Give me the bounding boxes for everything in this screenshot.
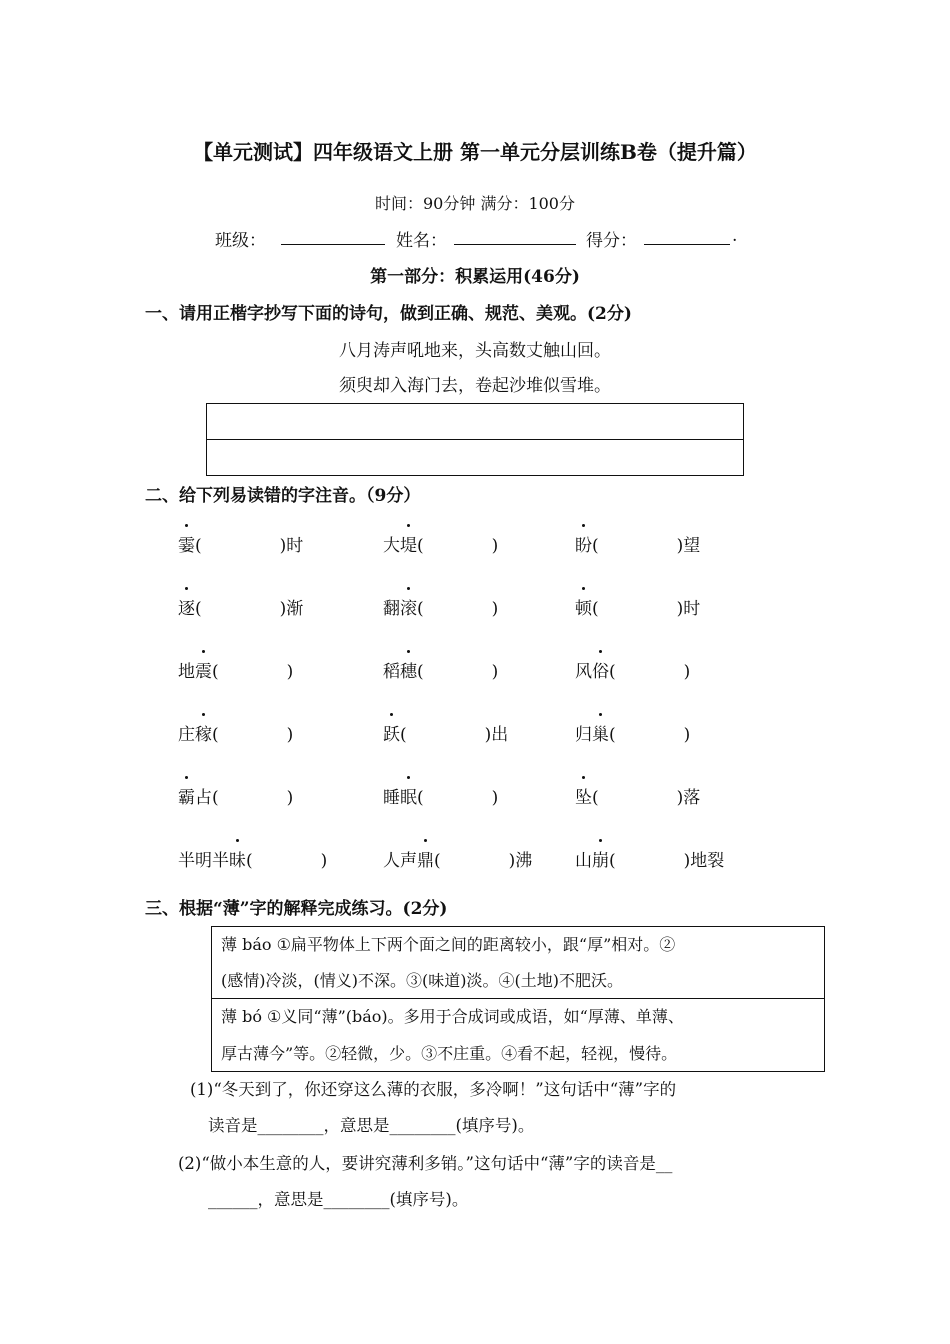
subquestion-1-line-1: (1)“冬天到了，你还穿这么薄的衣服，多冷啊！”这句话中“薄”字的 bbox=[190, 1080, 677, 1099]
q3-title: 三、根据“薄”字的解释完成练习。(2分) bbox=[145, 899, 448, 919]
subquestion-2-line-1: (2)“做小本生意的人，要讲究薄利多销。”这句话中“薄”字的读音是__ bbox=[178, 1154, 673, 1173]
pinyin-item[interactable]: 人声鼎( )沸 bbox=[383, 846, 532, 871]
class-field[interactable] bbox=[281, 230, 385, 245]
pinyin-item[interactable]: 地震( ) bbox=[178, 657, 293, 682]
pinyin-item[interactable]: 庄稼( ) bbox=[178, 720, 293, 745]
definition-bo-line-2: 厚古薄今”等。②轻微，少。③不庄重。④看不起，轻视，慢待。 bbox=[221, 1044, 678, 1063]
name-label: 姓名： bbox=[396, 231, 447, 251]
poem-line-1: 八月涛声吼地来，头高数丈触山回。 bbox=[339, 341, 611, 361]
copy-box-divider bbox=[207, 439, 743, 440]
copy-box[interactable] bbox=[206, 403, 744, 476]
pinyin-item[interactable]: 稻穗( ) bbox=[383, 657, 498, 682]
pinyin-item[interactable]: 霸占( ) bbox=[178, 783, 293, 808]
pinyin-item[interactable]: 山崩( )地裂 bbox=[575, 846, 724, 871]
pinyin-item[interactable]: 翻滚( ) bbox=[383, 594, 498, 619]
definition-bao-line-1: 薄 báo ①扁平物体上下两个面之间的距离较小，跟“厚”相对。② bbox=[221, 935, 676, 954]
exam-meta: 时间：90分钟 满分：100分 bbox=[375, 194, 575, 213]
name-field[interactable] bbox=[454, 230, 576, 245]
pinyin-item[interactable]: 坠( )落 bbox=[575, 783, 700, 808]
score-field[interactable] bbox=[644, 230, 730, 245]
score-end-mark: . bbox=[732, 226, 738, 246]
pinyin-item[interactable]: 霎( )时 bbox=[178, 531, 303, 556]
pinyin-item[interactable]: 逐( )渐 bbox=[178, 594, 303, 619]
definition-divider bbox=[212, 998, 824, 999]
pinyin-item[interactable]: 半明半昧( ) bbox=[178, 846, 327, 871]
pinyin-item[interactable]: 睡眠( ) bbox=[383, 783, 498, 808]
subquestion-1-line-2[interactable]: 读音是________，意思是________(填序号)。 bbox=[208, 1116, 535, 1135]
page-title: 【单元测试】四年级语文上册 第一单元分层训练B卷（提升篇） bbox=[193, 140, 757, 164]
q2-title: 二、给下列易读错的字注音。（9分） bbox=[145, 486, 421, 506]
q1-title: 一、请用正楷字抄写下面的诗句，做到正确、规范、美观。(2分) bbox=[145, 304, 632, 324]
score-label: 得分： bbox=[586, 231, 637, 251]
subquestion-2-line-2[interactable]: ______，意思是________(填序号)。 bbox=[208, 1190, 469, 1209]
definition-bo-line-1: 薄 bó ①义同“薄”(báo)。多用于合成词或成语，如“厚薄、单薄、 bbox=[221, 1007, 684, 1026]
pinyin-item[interactable]: 大堤( ) bbox=[383, 531, 498, 556]
pinyin-item[interactable]: 顿( )时 bbox=[575, 594, 700, 619]
poem-line-2: 须臾却入海门去，卷起沙堆似雪堆。 bbox=[339, 376, 611, 396]
pinyin-item[interactable]: 风俗( ) bbox=[575, 657, 690, 682]
part-title: 第一部分：积累运用(46分) bbox=[370, 267, 580, 287]
pinyin-item[interactable]: 盼( )望 bbox=[575, 531, 700, 556]
class-label: 班级： bbox=[215, 231, 266, 251]
pinyin-item[interactable]: 归巢( ) bbox=[575, 720, 690, 745]
definition-bao-line-2: (感情)冷淡，(情义)不深。③(味道)淡。④(土地)不肥沃。 bbox=[221, 971, 623, 990]
pinyin-item[interactable]: 跃( )出 bbox=[383, 720, 508, 745]
